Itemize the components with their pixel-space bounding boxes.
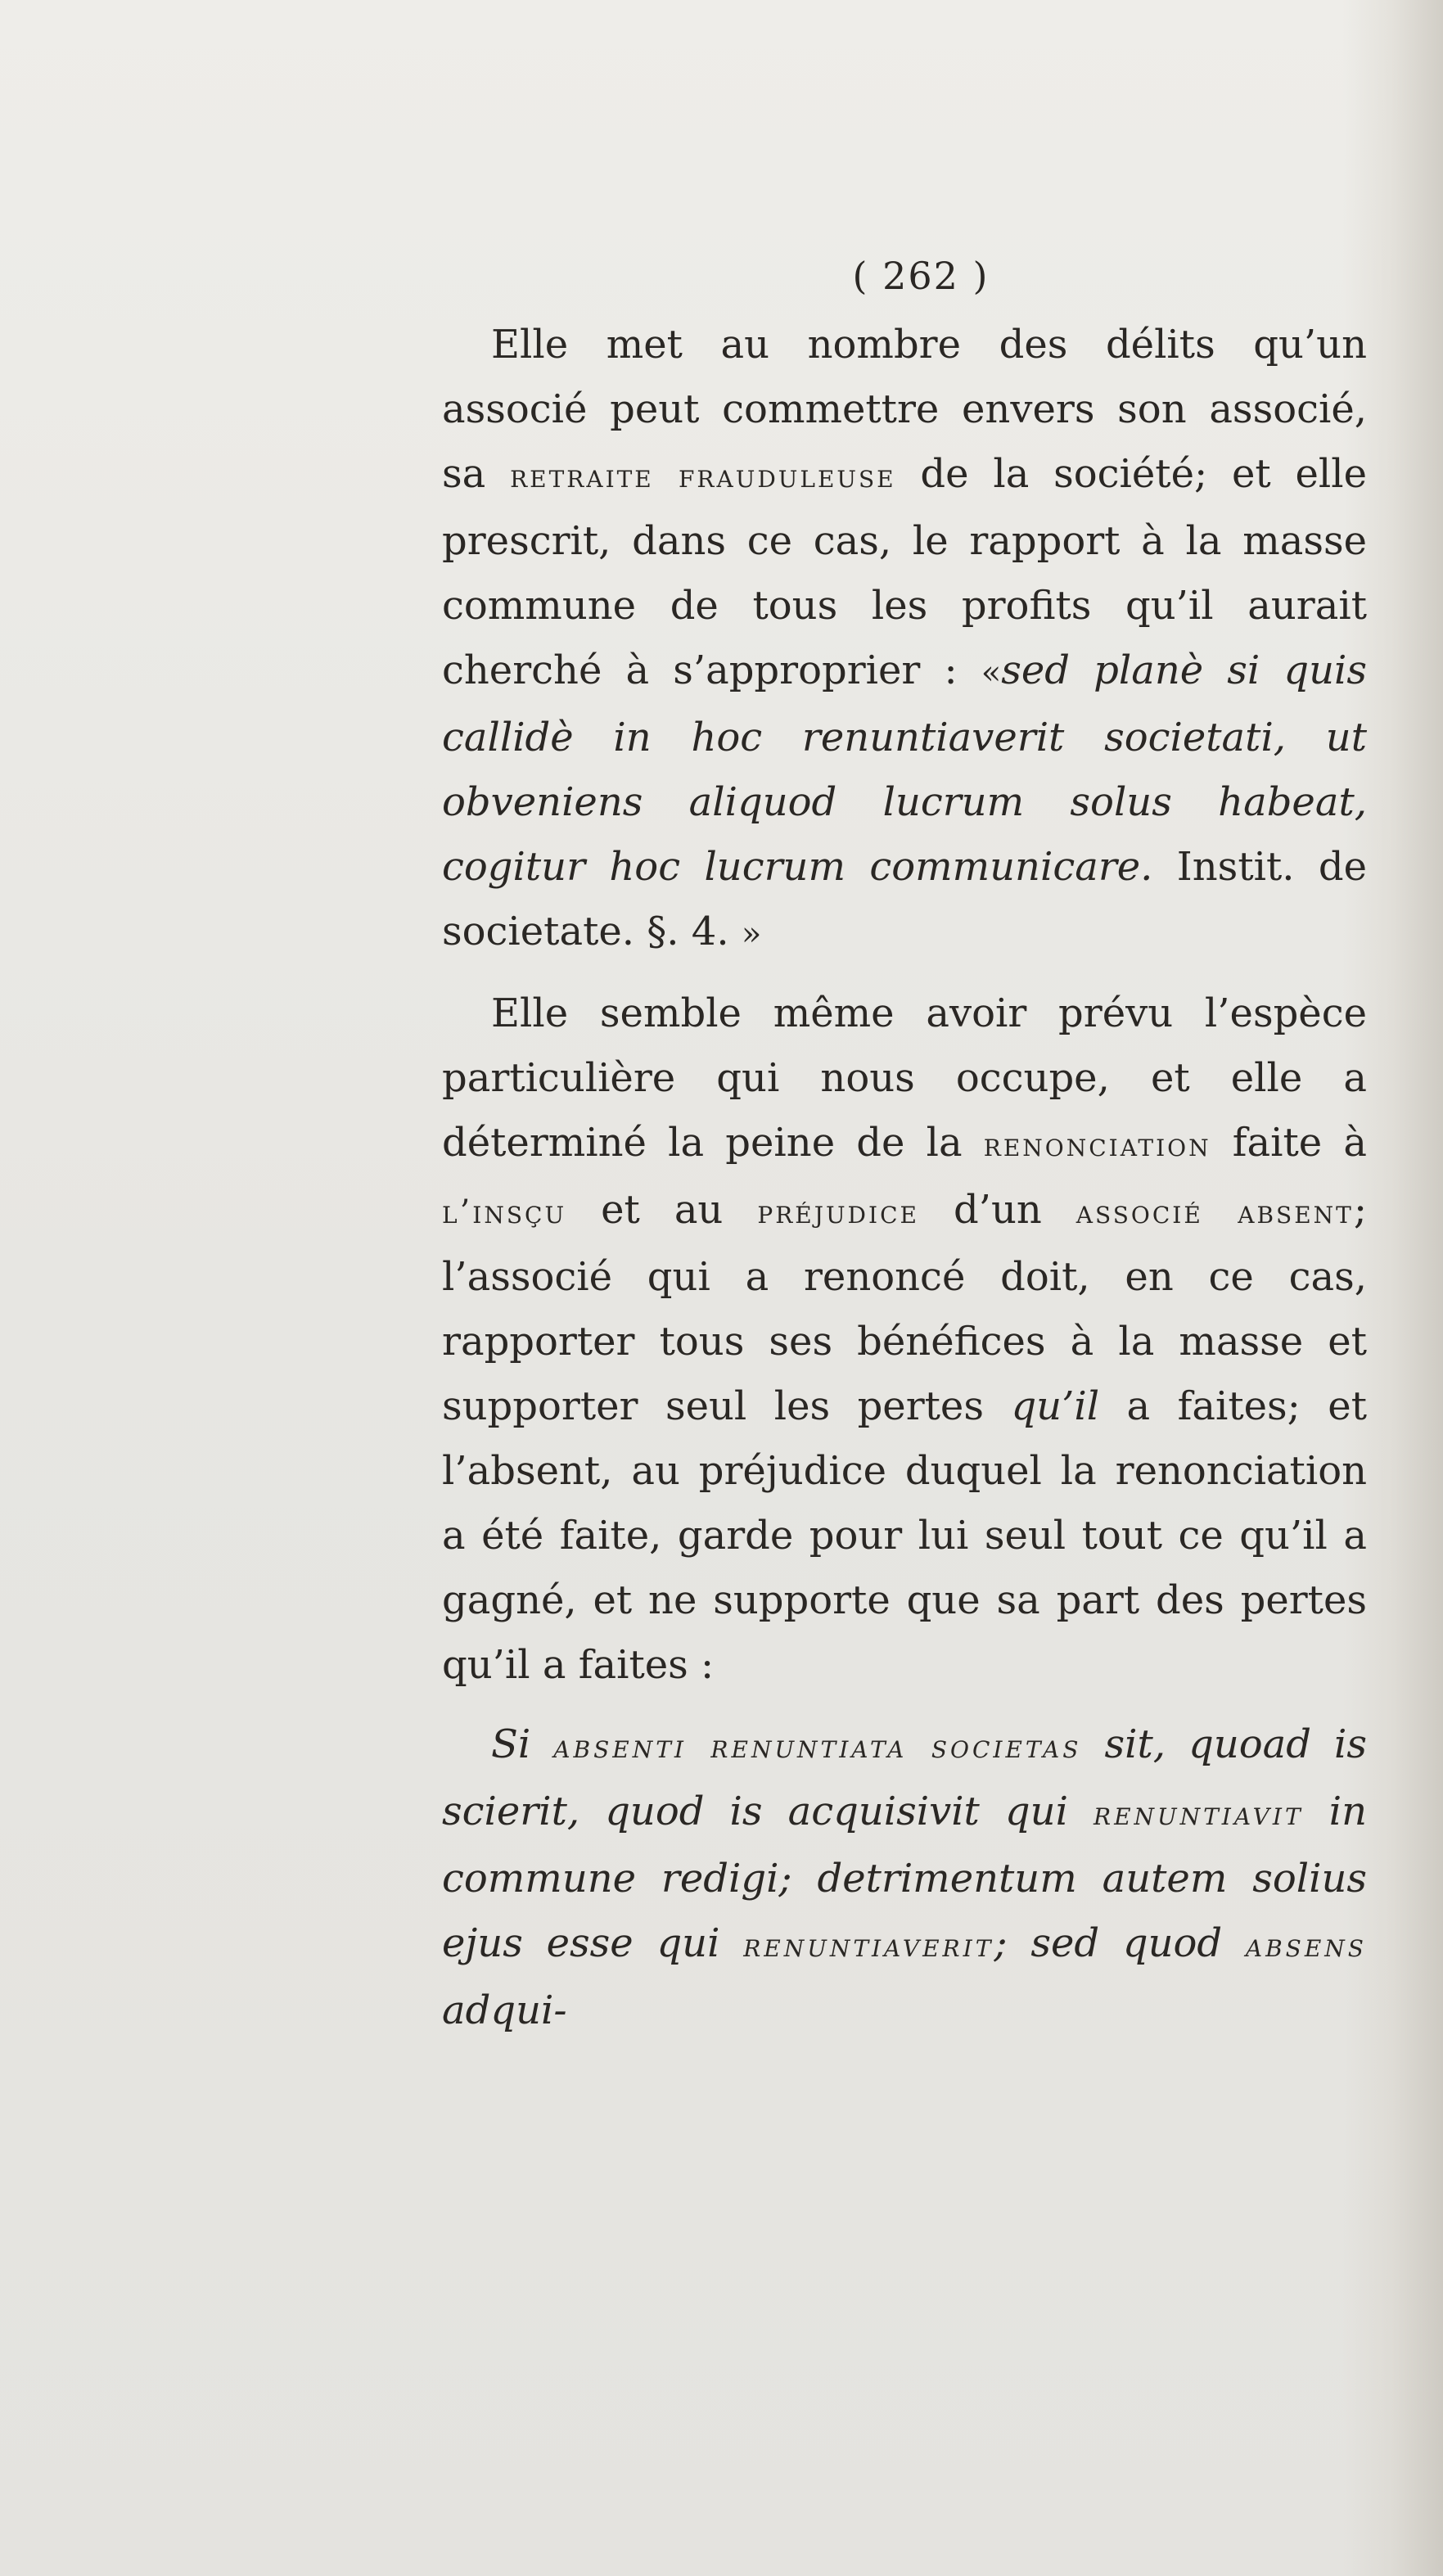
p2-smallcaps-3: préjudice — [757, 1193, 919, 1231]
p2-text-4: d’un — [918, 1187, 1076, 1233]
p3-italic-4: ; sed quod — [994, 1920, 1246, 1966]
p1-citation: Instit. de societate. §. 4. — [442, 844, 1367, 954]
p1-quote-open: « — [981, 654, 1002, 692]
p2-italic-1: qu’il — [1011, 1383, 1100, 1429]
p3-italic-3: in commune redigi; detrimentum autem solius ejus esse qui — [442, 1789, 1367, 1966]
paragraph-1 — [442, 313, 1367, 967]
page-number: ( 262 ) — [852, 254, 990, 298]
paragraph-3 — [442, 1712, 1367, 2043]
p3-smallcaps-1: absenti renuntiata societas — [553, 1728, 1082, 1766]
p3-italic-1: Si — [491, 1721, 554, 1767]
p1-latin-quote: sed planè si quis callidè in hoc renuntiaverit societati, ut obveniens aliquod lucrum solus habeat, cogitur hoc lucrum communicare. — [442, 647, 1367, 890]
p2-text-1: Elle semble même avoir prévu l’espèce particulière qui nous occupe, et elle a déterminé la peine de la — [442, 990, 1367, 1166]
p3-smallcaps-4: absens — [1245, 1927, 1367, 1965]
text-block — [442, 254, 1367, 2043]
p2-smallcaps-2: l’insçu — [442, 1193, 567, 1231]
p3-italic-2: sit, quoad is scierit, quod is acquisivit qui — [442, 1721, 1367, 1834]
p3-italic-5: adqui- — [442, 1987, 567, 2033]
paragraph-2 — [442, 981, 1367, 1698]
p2-text-5: ; l’associé qui a renoncé doit, en ce cas, rapporter tous ses bénéfices à la masse et supporter seul les pertes — [442, 1187, 1368, 1429]
p1-text-1: Elle met au nombre des délits qu’un associé peut commettre envers son associé, sa — [442, 322, 1367, 497]
p2-smallcaps-4: associé absent — [1075, 1193, 1354, 1231]
p3-smallcaps-3: renuntiaverit — [743, 1927, 994, 1965]
p2-text-6: a faites; et l’absent, au préjudice duquel la renonciation a été faite, garde pour lui seul tout ce qu’il a gagné, et ne supporte que sa part des pertes qu’il a faites : — [442, 1383, 1367, 1688]
p3-smallcaps-2: renuntiavit — [1094, 1795, 1304, 1833]
p1-quote-close: » — [741, 915, 762, 953]
p1-text-2: de la société; et elle prescrit, dans ce cas, le rapport à la masse commune de tous les profits qu’il aurait cherché à s’approprier : — [442, 451, 1367, 693]
p2-text-3: et au — [566, 1187, 758, 1233]
p2-smallcaps-1: renonciation — [983, 1126, 1211, 1164]
p2-text-2: faite à — [1211, 1120, 1368, 1166]
p1-smallcaps-1: retraite frauduleuse — [510, 458, 896, 495]
